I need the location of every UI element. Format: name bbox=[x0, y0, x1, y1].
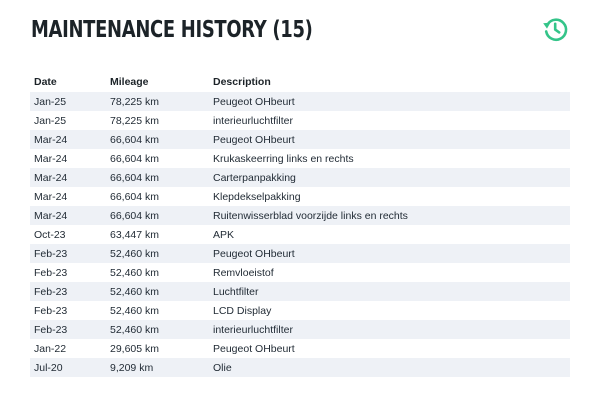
table-body bbox=[30, 92, 570, 377]
page-title: MAINTENANCE HISTORY (15) bbox=[31, 17, 313, 43]
cell-mileage: 66,604 km bbox=[110, 133, 160, 146]
cell-mileage: 66,604 km bbox=[110, 209, 160, 222]
cell-mileage: 52,460 km bbox=[110, 304, 160, 317]
cell-description: interieurluchtfilter bbox=[213, 323, 293, 336]
cell-mileage: 63,447 km bbox=[110, 228, 160, 241]
cell-description: Peugeot OHbeurt bbox=[213, 133, 295, 146]
cell-description: Ruitenwisserblad voorzijde links en rechts bbox=[213, 209, 408, 222]
history-clock-icon[interactable] bbox=[540, 14, 570, 44]
cell-description: Peugeot OHbeurt bbox=[213, 342, 295, 355]
table-row bbox=[30, 206, 570, 225]
column-header-description: Description bbox=[213, 76, 271, 88]
cell-mileage: 52,460 km bbox=[110, 266, 160, 279]
cell-description: APK bbox=[213, 228, 235, 241]
table-row bbox=[30, 187, 570, 206]
cell-description: Carterpanpakking bbox=[213, 171, 296, 184]
cell-date: Feb-23 bbox=[34, 266, 68, 279]
table-row bbox=[30, 282, 570, 301]
cell-date: Jan-22 bbox=[34, 342, 67, 355]
cell-description: Krukaskeerring links en rechts bbox=[213, 152, 354, 165]
table-row bbox=[30, 225, 570, 244]
cell-date: Mar-24 bbox=[34, 209, 68, 222]
cell-description: Remvloeistof bbox=[213, 266, 274, 279]
table-row bbox=[30, 111, 570, 130]
table-header bbox=[30, 72, 570, 92]
cell-description: Peugeot OHbeurt bbox=[213, 247, 295, 260]
table-row bbox=[30, 92, 570, 111]
cell-mileage: 52,460 km bbox=[110, 323, 160, 336]
cell-mileage: 78,225 km bbox=[110, 114, 160, 127]
table-row bbox=[30, 301, 570, 320]
cell-description: Peugeot OHbeurt bbox=[213, 95, 295, 108]
cell-mileage: 78,225 km bbox=[110, 95, 160, 108]
cell-date: Feb-23 bbox=[34, 323, 68, 336]
cell-date: Jan-25 bbox=[34, 95, 67, 108]
cell-date: Feb-23 bbox=[34, 285, 68, 298]
cell-description: interieurluchtfilter bbox=[213, 114, 293, 127]
cell-date: Feb-23 bbox=[34, 304, 68, 317]
cell-date: Mar-24 bbox=[34, 133, 68, 146]
table-row bbox=[30, 130, 570, 149]
table-row bbox=[30, 320, 570, 339]
cell-mileage: 66,604 km bbox=[110, 171, 160, 184]
cell-mileage: 52,460 km bbox=[110, 285, 160, 298]
cell-description: Luchtfilter bbox=[213, 285, 259, 298]
maintenance-table bbox=[30, 72, 570, 377]
table-row bbox=[30, 149, 570, 168]
cell-mileage: 66,604 km bbox=[110, 152, 160, 165]
cell-mileage: 29,605 km bbox=[110, 342, 160, 355]
table-row bbox=[30, 263, 570, 282]
cell-description: LCD Display bbox=[213, 304, 272, 317]
cell-date: Jan-25 bbox=[34, 114, 67, 127]
table-row bbox=[30, 358, 570, 377]
panel-header bbox=[31, 14, 580, 56]
cell-description: Klepdekselpakking bbox=[213, 190, 301, 203]
cell-date: Feb-23 bbox=[34, 247, 68, 260]
cell-date: Mar-24 bbox=[34, 152, 68, 165]
cell-date: Mar-24 bbox=[34, 171, 68, 184]
table-row bbox=[30, 339, 570, 358]
cell-date: Oct-23 bbox=[34, 228, 66, 241]
column-header-mileage: Mileage bbox=[110, 76, 149, 88]
cell-description: Olie bbox=[213, 361, 232, 374]
cell-mileage: 66,604 km bbox=[110, 190, 160, 203]
cell-date: Mar-24 bbox=[34, 190, 68, 203]
cell-date: Jul-20 bbox=[34, 361, 63, 374]
table-row bbox=[30, 168, 570, 187]
table-row bbox=[30, 244, 570, 263]
cell-mileage: 52,460 km bbox=[110, 247, 160, 260]
cell-mileage: 9,209 km bbox=[110, 361, 154, 374]
column-header-date: Date bbox=[34, 76, 57, 88]
